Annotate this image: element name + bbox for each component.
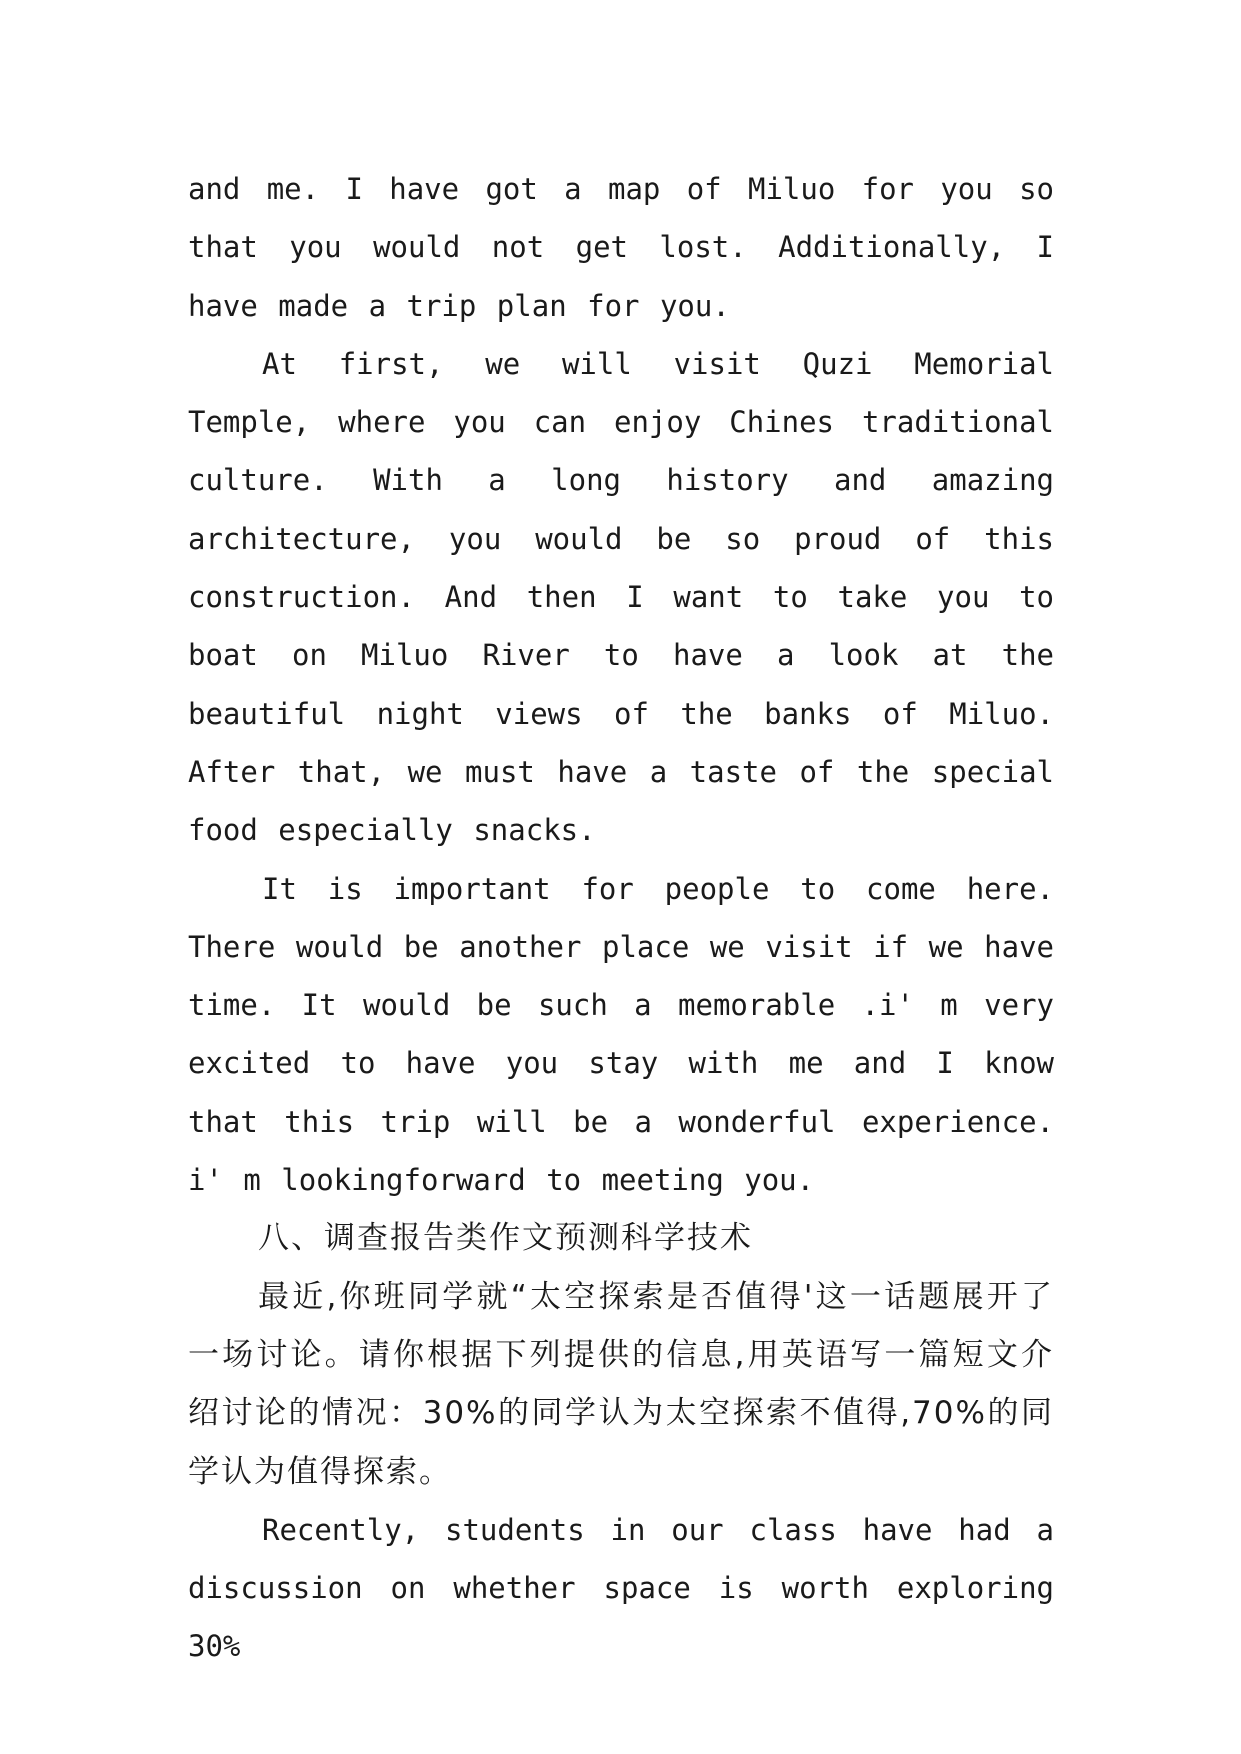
paragraph-closing: It is important for people to come here. There would be another place we visit if we have time. It would be such a memorable .i' m very excited to have you stay with me and I know that this trip will be a wonderful experience. i' m lookingforward to meeting you. — [188, 871, 1054, 1198]
paragraph-sample-answer: Recently, students in our class have had a discussion on whether space is worth exploring 30% — [188, 1512, 1054, 1664]
document-body — [188, 160, 1054, 1676]
paragraph-intro-continued: and me. I have got a map of Miluo for you so that you would not get lost. Additionally, I have made a trip plan for you. — [188, 172, 1054, 323]
paragraph-task-prompt: 最近,你班同学就“太空探索是否值得'这一话题展开了一场讨论。请你根据下列提供的信息,用英语写一篇短文介绍讨论的情况：30%的同学认为太空探索不值得,70%的同学认为值得探索。 — [188, 1278, 1054, 1490]
section-heading: 八、调查报告类作文预测科学技术 — [258, 1220, 753, 1257]
paragraph-trip-plan: At first, we will visit Quzi Memorial Temple, where you can enjoy Chines traditional culture. With a long history and amazing architecture, you would be so proud of this construction. And then I want to take you to boat on Miluo River to have a look at the beautiful night views of the banks of Miluo. After that, we must have a taste of the special food especially snacks. — [188, 346, 1054, 848]
